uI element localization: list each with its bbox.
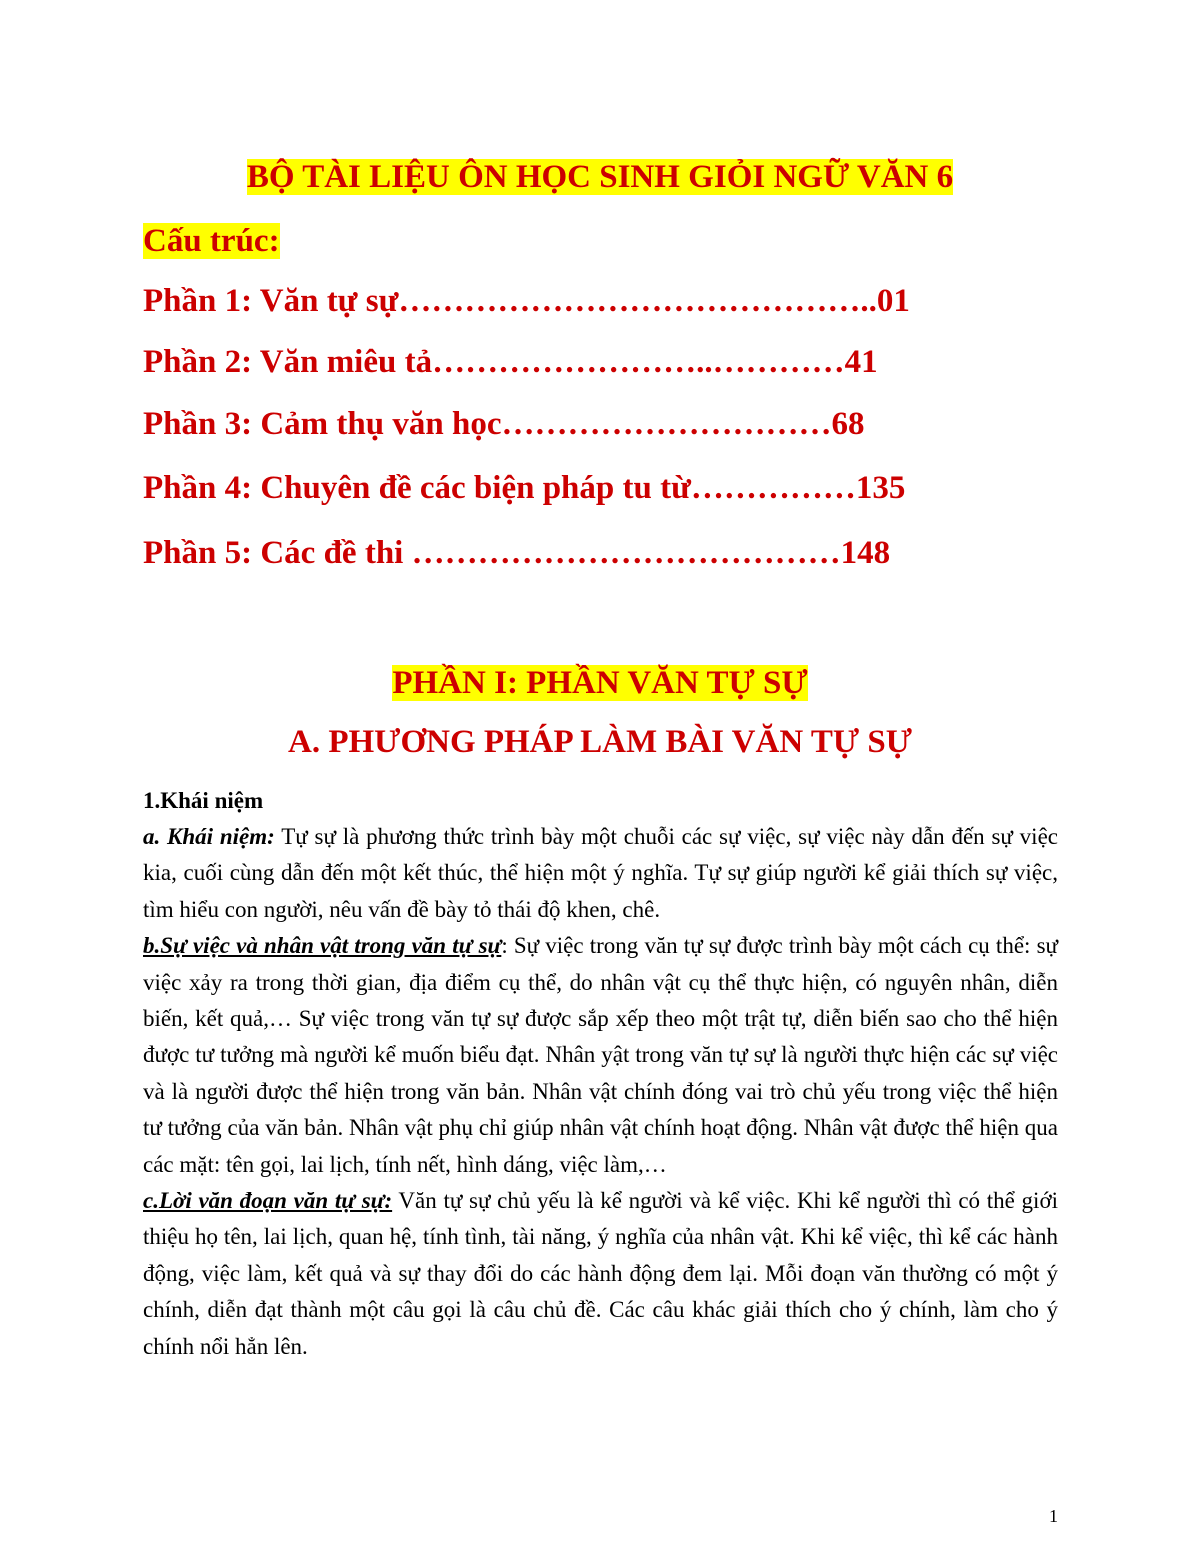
toc-entry-2: Phần 2: Văn miêu tả……………………..…………41	[143, 344, 878, 380]
body-text	[143, 819, 1058, 1365]
toc-entry-3: Phần 3: Cảm thụ văn học…………………………68	[143, 406, 865, 442]
page-number: 1	[1049, 1506, 1058, 1526]
paragraph-narrative-language	[143, 1183, 1058, 1365]
subsection-title: 1.Khái niệm	[143, 788, 264, 813]
structure-heading: Cấu trúc:	[143, 223, 280, 259]
part-title: PHẦN I: PHẦN VĂN TỰ SỰ	[392, 665, 808, 701]
paragraph-events-characters	[143, 928, 1058, 1183]
paragraph-text: : Sự việc trong văn tự sự được trình bày một cách cụ thể: sự việc xảy ra trong thời gian, địa điểm cụ thể, do nhân vật cụ thể thực hiện, có nguyên nhân, diễn biến, kết quả,… Sự việc trong văn tự sự được sắp xếp theo một trật tự, diễn biến sao cho thể hiện được tư tưởng mà người kể muốn biểu đạt. Nhân yật trong văn tự sự là người thực hiện các sự việc và là người được thể hiện trong văn bản. Nhân vật chính đóng vai trò chủ yếu trong việc thể hiện tư tưởng của văn bản. Nhân vật phụ chỉ giúp nhân vật chính hoạt động. Nhân vật được thể hiện qua các mặt: tên gọi, lai lịch, tính nết, hình dáng, việc làm,…	[143, 933, 1058, 1177]
toc-entry-4: Phần 4: Chuyên đề các biện pháp tu từ……………135	[143, 470, 906, 506]
paragraph-text: Tự sự là phương thức trình bày một chuỗi các sự việc, sự việc này dẫn đến sự việc kia, cuối cùng dẫn đến một kết thúc, thể hiện một ý nghĩa. Tự sự giúp người kể giải thích sự việc, tìm hiểu con người, nêu vấn đề bày tỏ thái độ khen, chê.	[143, 824, 1058, 922]
paragraph-text: Văn tự sự chủ yếu là kể người và kể việc. Khi kể người thì có thể giới thiệu họ tên, lai lịch, quan hệ, tính tình, tài năng, ý nghĩa của nhân vật. Khi kể việc, thì kể các hành động, việc làm, kết quả và sự thay đổi do các hành động đem lại. Mỗi đoạn văn thường có một ý chính, diễn đạt thành một câu gọi là câu chủ đề. Các câu khác giải thích cho ý chính, làm cho ý chính nổi hẳn lên.	[143, 1188, 1058, 1359]
section-title: A. PHƯƠNG PHÁP LÀM BÀI VĂN TỰ SỰ	[288, 724, 912, 760]
paragraph-lead: a. Khái niệm:	[143, 824, 275, 849]
paragraph-concept	[143, 819, 1058, 928]
toc-entry-5: Phần 5: Các đề thi …………………………………148	[143, 535, 891, 571]
paragraph-lead: c.Lời văn đoạn văn tự sự:	[143, 1188, 393, 1214]
paragraph-lead: b.Sự việc và nhân vật trong văn tự sự	[143, 933, 502, 959]
document-title: BỘ TÀI LIỆU ÔN HỌC SINH GIỎI NGỮ VĂN 6	[246, 159, 954, 195]
toc-entry-1: Phần 1: Văn tự sự……………………………………..01	[143, 283, 910, 319]
